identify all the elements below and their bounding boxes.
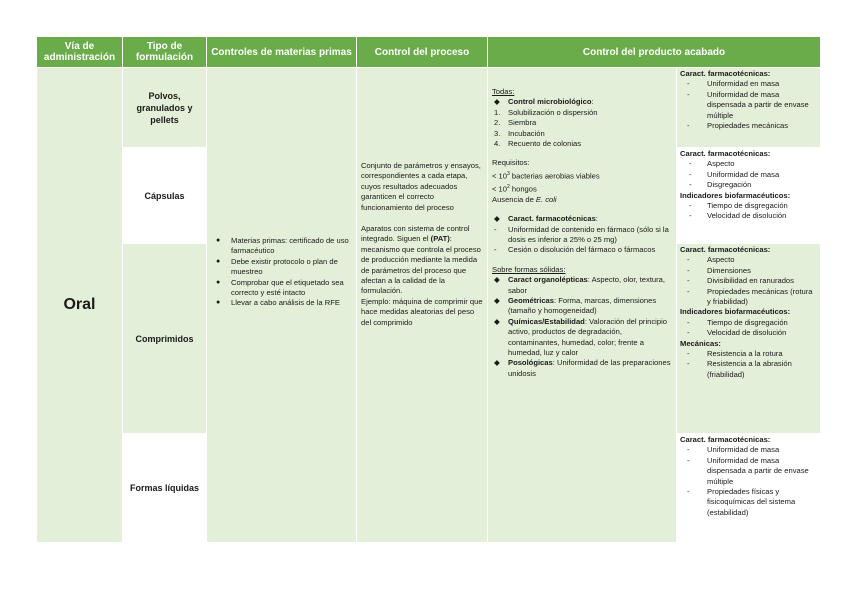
- sobre-item: ◆ Caract organolépticas: Aspecto, olor, textura, sabor: [494, 275, 666, 295]
- tecnicas-item: - Uniformidad en masa: [687, 79, 780, 89]
- header-proceso: Control del proceso: [357, 37, 488, 68]
- micro-step: 2. Siembra: [494, 118, 537, 128]
- materias-item: ● Llevar a cabo análisis de la RFE: [216, 298, 340, 308]
- materias-item: ● Comprobar que el etiquetado sea correcto y esté intacto: [216, 277, 344, 298]
- tecnicas-title: Caract. farmacotécnicas:: [680, 149, 771, 158]
- via-cell: [37, 68, 123, 543]
- tecnicas-item: - Divisibilidad en ranurados: [687, 276, 794, 286]
- header-materias: Controles de materias primas: [207, 37, 357, 68]
- tecnicas-item: - Dimensiones: [687, 265, 751, 275]
- diamond-icon: ◆: [494, 358, 500, 368]
- tecnicas-item: - Tiempo de disgregación: [687, 317, 788, 327]
- proceso-cell: [357, 68, 488, 543]
- requisito: Ausencia de E. coli: [492, 194, 557, 204]
- micro-step: 4. Recuento de colonias: [494, 139, 582, 149]
- caract-item: - Uniformidad de contenido en fármaco (sólo si la dosis es inferior a 25% o 25 mg): [494, 224, 669, 244]
- tecnicas-item: - Tiempo de disgregación: [689, 201, 788, 211]
- tecnicas-item: - Aspecto: [687, 255, 735, 265]
- diamond-icon: ◆: [494, 97, 500, 107]
- acabado-cell: [488, 68, 677, 543]
- tecnicas-item: - Uniformidad de masa dispensada a partir de envase múltiple: [687, 455, 809, 486]
- micro-step: 1. Solubilización o dispersión: [494, 107, 598, 117]
- diamond-icon: ◆: [494, 316, 500, 326]
- header-via: Vía de administración: [37, 37, 123, 68]
- sobre-title: Sobre formas sólidas:: [492, 264, 566, 274]
- diamond-icon: ◆: [494, 295, 500, 305]
- caract-item: - Cesión o disolución del fármaco o fármacos: [494, 245, 656, 255]
- tecnicas-item: - Resistencia a la rotura: [687, 349, 783, 359]
- sobre-item: ◆ Químicas/Estabilidad: Valoración del principio activo, productos de degradación, contaminantes, humedad, color; frente a humedad, luz y calor: [494, 316, 667, 357]
- header-acabado: Control del producto acabado: [488, 37, 821, 68]
- sobre-item: ◆ Posológicas: Uniformidad de las preparaciones unidosis: [494, 358, 671, 378]
- requisito: < $10^3$ bacterias aerobias viables: [492, 170, 600, 181]
- tecnicas-item: - Velocidad de disolución: [687, 328, 787, 338]
- tecnicas-item: - Propiedades físicas y fisicoquímicas del sistema (estabilidad): [687, 487, 796, 517]
- form-cell-liquidas: [123, 434, 207, 543]
- materias-item: ● Materias primas: certificado de uso farmacéutico: [216, 236, 349, 256]
- micro-heading: ◆ Control microbiológico:: [494, 97, 594, 107]
- bio-title: Indicadores biofarmacéuticos:: [680, 190, 791, 200]
- materias-item: ● Debe existir protocolo o plan de muestreo: [216, 256, 338, 277]
- materias-list: [213, 236, 352, 309]
- tecnicas-capsulas: [677, 148, 821, 244]
- caract-heading: ◆ Caract. farmacotécnicas:: [494, 214, 598, 224]
- bullet-icon: ●: [216, 237, 221, 244]
- form-label: Polvos, granulados y pellets: [136, 90, 193, 125]
- tecnicas-title: Caract. farmacotécnicas:: [680, 69, 771, 78]
- micro-step: 3. Incubación: [494, 128, 545, 138]
- proceso-p2: Aparatos con sistema de control integrado. Siguen el (PAT): mecanismo que controla el proceso de producción mediante la medida de parámetros del proceso que afectan a la calidad de la formulación.: [361, 224, 481, 296]
- tecnicas-item: - Propiedades mecánicas: [687, 121, 789, 131]
- tecnicas-item: - Uniformidad de masa: [687, 445, 780, 455]
- header-tipo: Tipo de formulación: [123, 37, 207, 68]
- todas-label: Todas:: [492, 87, 515, 96]
- tecnicas-comprimidos: [677, 244, 821, 434]
- formulation-control-table: [36, 36, 821, 543]
- form-label: Comprimidos: [135, 333, 194, 344]
- header-row: [37, 37, 821, 68]
- form-cell-polvos: [123, 68, 207, 148]
- proceso-p1: Conjunto de parámetros y ensayos, correspondientes a cada etapa, cuyos resultados adecuados garanticen el correcto funcionamiento del proceso: [361, 161, 481, 212]
- proceso-p3: Ejemplo: máquina de comprimir que hace medidas aleatorias del peso del comprimido: [361, 296, 483, 327]
- tecnicas-liquidas: [677, 434, 821, 543]
- tecnicas-title: Caract. farmacotécnicas:: [680, 245, 771, 254]
- tecnicas-item: - Aspecto: [689, 159, 735, 169]
- tecnicas-item: - Resistencia a la abrasión (friabilidad): [687, 359, 792, 379]
- diamond-icon: ◆: [494, 275, 500, 285]
- mec-title: Mecánicas:: [680, 338, 721, 348]
- tecnicas-item: - Propiedades mecánicas (rotura y friabilidad): [687, 286, 813, 307]
- sobre-item: ◆ Geométricas: Forma, marcas, dimensiones (tamaño y homogeneidad): [494, 295, 657, 316]
- bullet-icon: ●: [216, 299, 221, 307]
- tecnicas-item: - Uniformidad de masa: [689, 169, 780, 179]
- tecnicas-item: - Velocidad de disolución: [689, 211, 787, 221]
- bio-title: Indicadores biofarmacéuticos:: [680, 307, 791, 317]
- form-label: Formas líquidas: [129, 483, 200, 493]
- bullet-icon: ●: [216, 278, 221, 286]
- bullet-icon: ●: [216, 257, 221, 265]
- diamond-icon: ◆: [494, 214, 500, 224]
- materias-cell: [207, 68, 357, 543]
- requisitos-title: Requisitos:: [492, 158, 530, 168]
- via-label: Oral: [63, 296, 96, 313]
- form-cell-comprimidos: [123, 244, 207, 434]
- tecnicas-polvos: [677, 68, 821, 148]
- form-cell-capsulas: [123, 148, 207, 244]
- requisito: < $10^2$ hongos: [492, 183, 537, 194]
- tecnicas-item: - Disgregación: [689, 180, 752, 190]
- tecnicas-item: - Uniformidad de masa dispensada a partir de envase múltiple: [687, 89, 809, 120]
- tecnicas-title: Caract. farmacotécnicas:: [680, 435, 771, 444]
- form-label: Cápsulas: [144, 190, 185, 201]
